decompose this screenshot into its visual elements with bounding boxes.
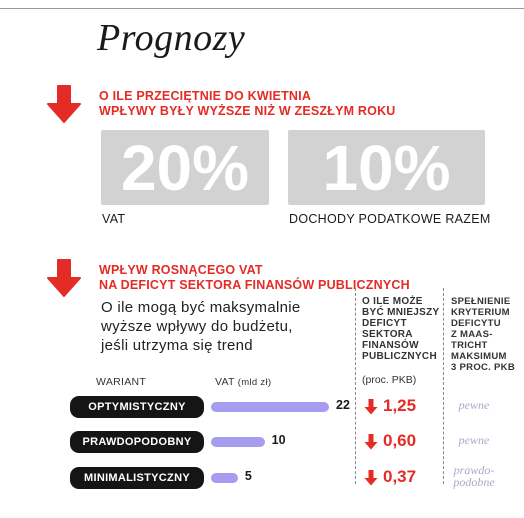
- variant-pill: MINIMALISTYCZNY: [70, 467, 204, 489]
- tax-income-growth-box: [288, 130, 485, 205]
- header-line: TRICHT: [451, 340, 488, 351]
- column-divider: [355, 288, 356, 484]
- tax-income-growth-value: 10%: [322, 132, 451, 204]
- page-title: Prognozy: [97, 17, 246, 59]
- vat-growth-box: [101, 130, 269, 205]
- vat-bar-label: 5: [244, 469, 252, 483]
- deficit-value: 0,60: [383, 431, 417, 450]
- criterion-status-line: pewne: [458, 398, 490, 412]
- arrow-down-icon: [44, 258, 84, 300]
- header-line: MAKSIMUM: [451, 351, 507, 362]
- section1-heading-line2: WPŁYWY BYŁY WYŻSZE NIŻ W ZESZŁYM ROKU: [99, 104, 396, 118]
- header-line: SPEŁNIENIE: [451, 296, 511, 307]
- header-line: SEKTORA: [362, 329, 413, 340]
- header-line: FINANSÓW: [362, 340, 419, 351]
- arrow-down-icon: [364, 399, 378, 415]
- section2-heading-line2: NA DEFICYT SEKTORA FINANSÓW PUBLICZNYCH: [99, 278, 410, 292]
- header-line: PUBLICZNYCH: [362, 351, 437, 362]
- vat-bar: [211, 437, 265, 447]
- deficit-value: 0,37: [383, 467, 417, 486]
- header-line: DEFICYT: [362, 318, 407, 329]
- section1-heading: [99, 89, 396, 119]
- vat-unit: (mld zł): [237, 377, 272, 388]
- arrow-down-icon: [44, 84, 84, 126]
- description-line: jeśli utrzyma się trend: [101, 337, 253, 354]
- deficit-column-header: [362, 296, 444, 362]
- header-line: Z MAAS-: [451, 329, 493, 340]
- vat-column-label: [215, 376, 271, 388]
- vat-bar: [211, 473, 238, 483]
- tax-income-caption: DOCHODY PODATKOWE RAZEM: [289, 212, 491, 226]
- criterion-status: [446, 399, 502, 411]
- criterion-status-line: prawdo-: [453, 463, 495, 477]
- criterion-status-line: podobne: [453, 475, 495, 489]
- header-line: KRYTERIUM: [451, 307, 510, 318]
- description-line: wyższe wpływy do budżetu,: [101, 318, 293, 335]
- criterion-status: [446, 464, 502, 488]
- arrow-down-icon: [364, 470, 378, 486]
- section2-heading: [99, 263, 410, 293]
- description-line: O ile mogą być maksymalnie: [101, 299, 301, 316]
- vat-bar: [211, 402, 329, 412]
- criterion-status: [446, 434, 502, 446]
- criterion-column-header: [451, 296, 521, 373]
- variant-column-label: WARIANT: [96, 376, 147, 388]
- section2-heading-line1: WPŁYW ROSNĄCEGO VAT: [99, 263, 263, 277]
- header-line: DEFICYTU: [451, 318, 501, 329]
- deficit-value: 1,25: [383, 396, 417, 415]
- variant-pill: PRAWDOPODOBNY: [70, 431, 204, 453]
- vat-caption: VAT: [102, 212, 126, 226]
- header-line: BYĆ MNIEJSZY: [362, 307, 440, 318]
- vat-growth-value: 20%: [120, 132, 250, 204]
- arrow-down-icon: [364, 434, 378, 450]
- deficit-unit: (proc. PKB): [362, 374, 417, 386]
- criterion-status-line: pewne: [458, 433, 490, 447]
- section2-description: [101, 298, 301, 355]
- header-line: 3 PROC. PKB: [451, 362, 516, 373]
- top-rule: [0, 8, 524, 9]
- vat-bar-label: 22: [336, 398, 350, 412]
- section1-heading-line1: O ILE PRZECIĘTNIE DO KWIETNIA: [99, 89, 312, 103]
- header-line: O ILE MOŻE: [362, 296, 423, 307]
- vat-bar-label: 10: [271, 433, 286, 447]
- variant-pill: OPTYMISTYCZNY: [70, 396, 204, 418]
- vat-label: VAT: [215, 376, 235, 388]
